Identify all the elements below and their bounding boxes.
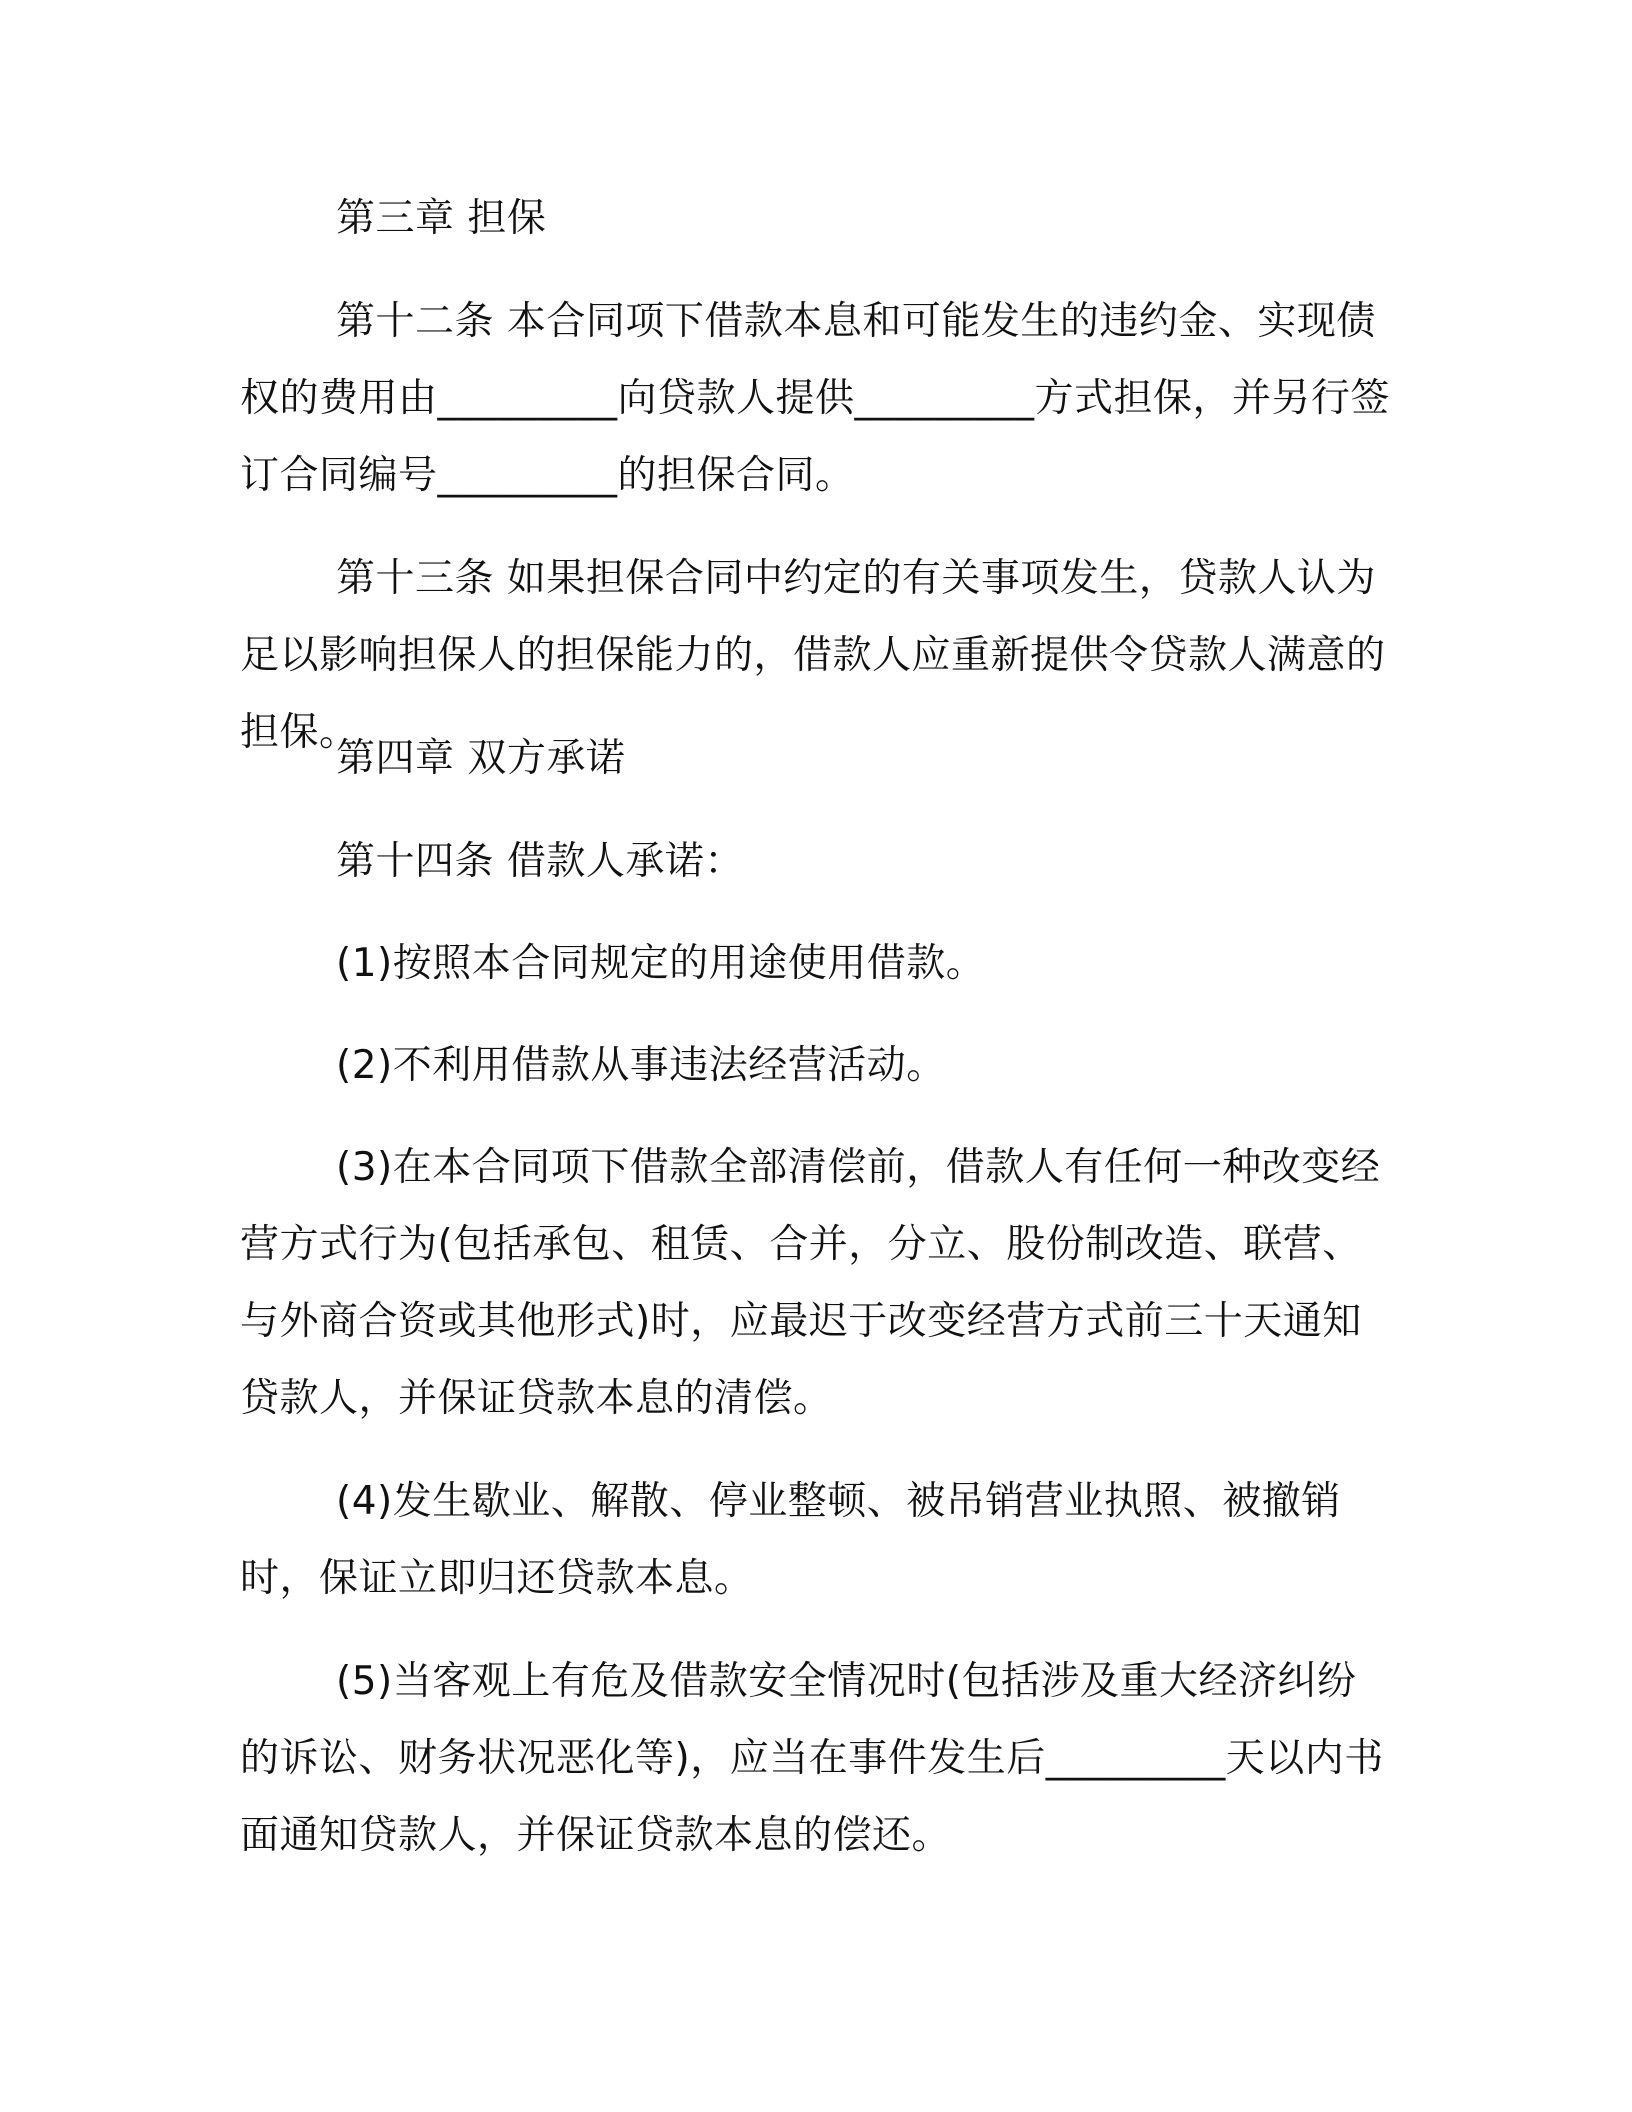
article-14-item-5: (5)当客观上有危及借款安全情况时(包括涉及重大经济纠纷的诉讼、财务状况恶化等)，应当在事件发生后_________天以内书面通知贷款人，并保证贷款本息的偿还。 xyxy=(240,1659,1384,1858)
article-12: 第十二条 本合同项下借款本息和可能发生的违约金、实现债权的费用由_________向贷款人提供_________方式担保，并另行签订合同编号_________的担保合同。 xyxy=(240,299,1391,498)
article-14-item-4: (4)发生歇业、解散、停业整顿、被吊销营业执照、被撤销时，保证立即归还贷款本息。 xyxy=(240,1479,1341,1601)
article-14-item-1: (1)按照本合同规定的用途使用借款。 xyxy=(336,941,986,986)
article-14-item-2: (2)不利用借款从事违法经营活动。 xyxy=(336,1043,946,1088)
chapter-4-heading: 第四章 双方承诺 xyxy=(336,736,626,781)
chapter-3-heading: 第三章 担保 xyxy=(336,196,547,241)
article-14-item-3: (3)在本合同项下借款全部清偿前，借款人有任何一种改变经营方式行为(包括承包、租赁、合并，分立、股份制改造、联营、与外商合资或其他形式)时，应最迟于改变经营方式前三十天通知贷款人，并保证贷款本息的清偿。 xyxy=(240,1145,1381,1421)
article-14: 第十四条 借款人承诺： xyxy=(336,839,744,884)
article-13: 第十三条 如果担保合同中约定的有关事项发生，贷款人认为足以影响担保人的担保能力的，借款人应重新提供令贷款人满意的担保。 xyxy=(240,556,1386,755)
